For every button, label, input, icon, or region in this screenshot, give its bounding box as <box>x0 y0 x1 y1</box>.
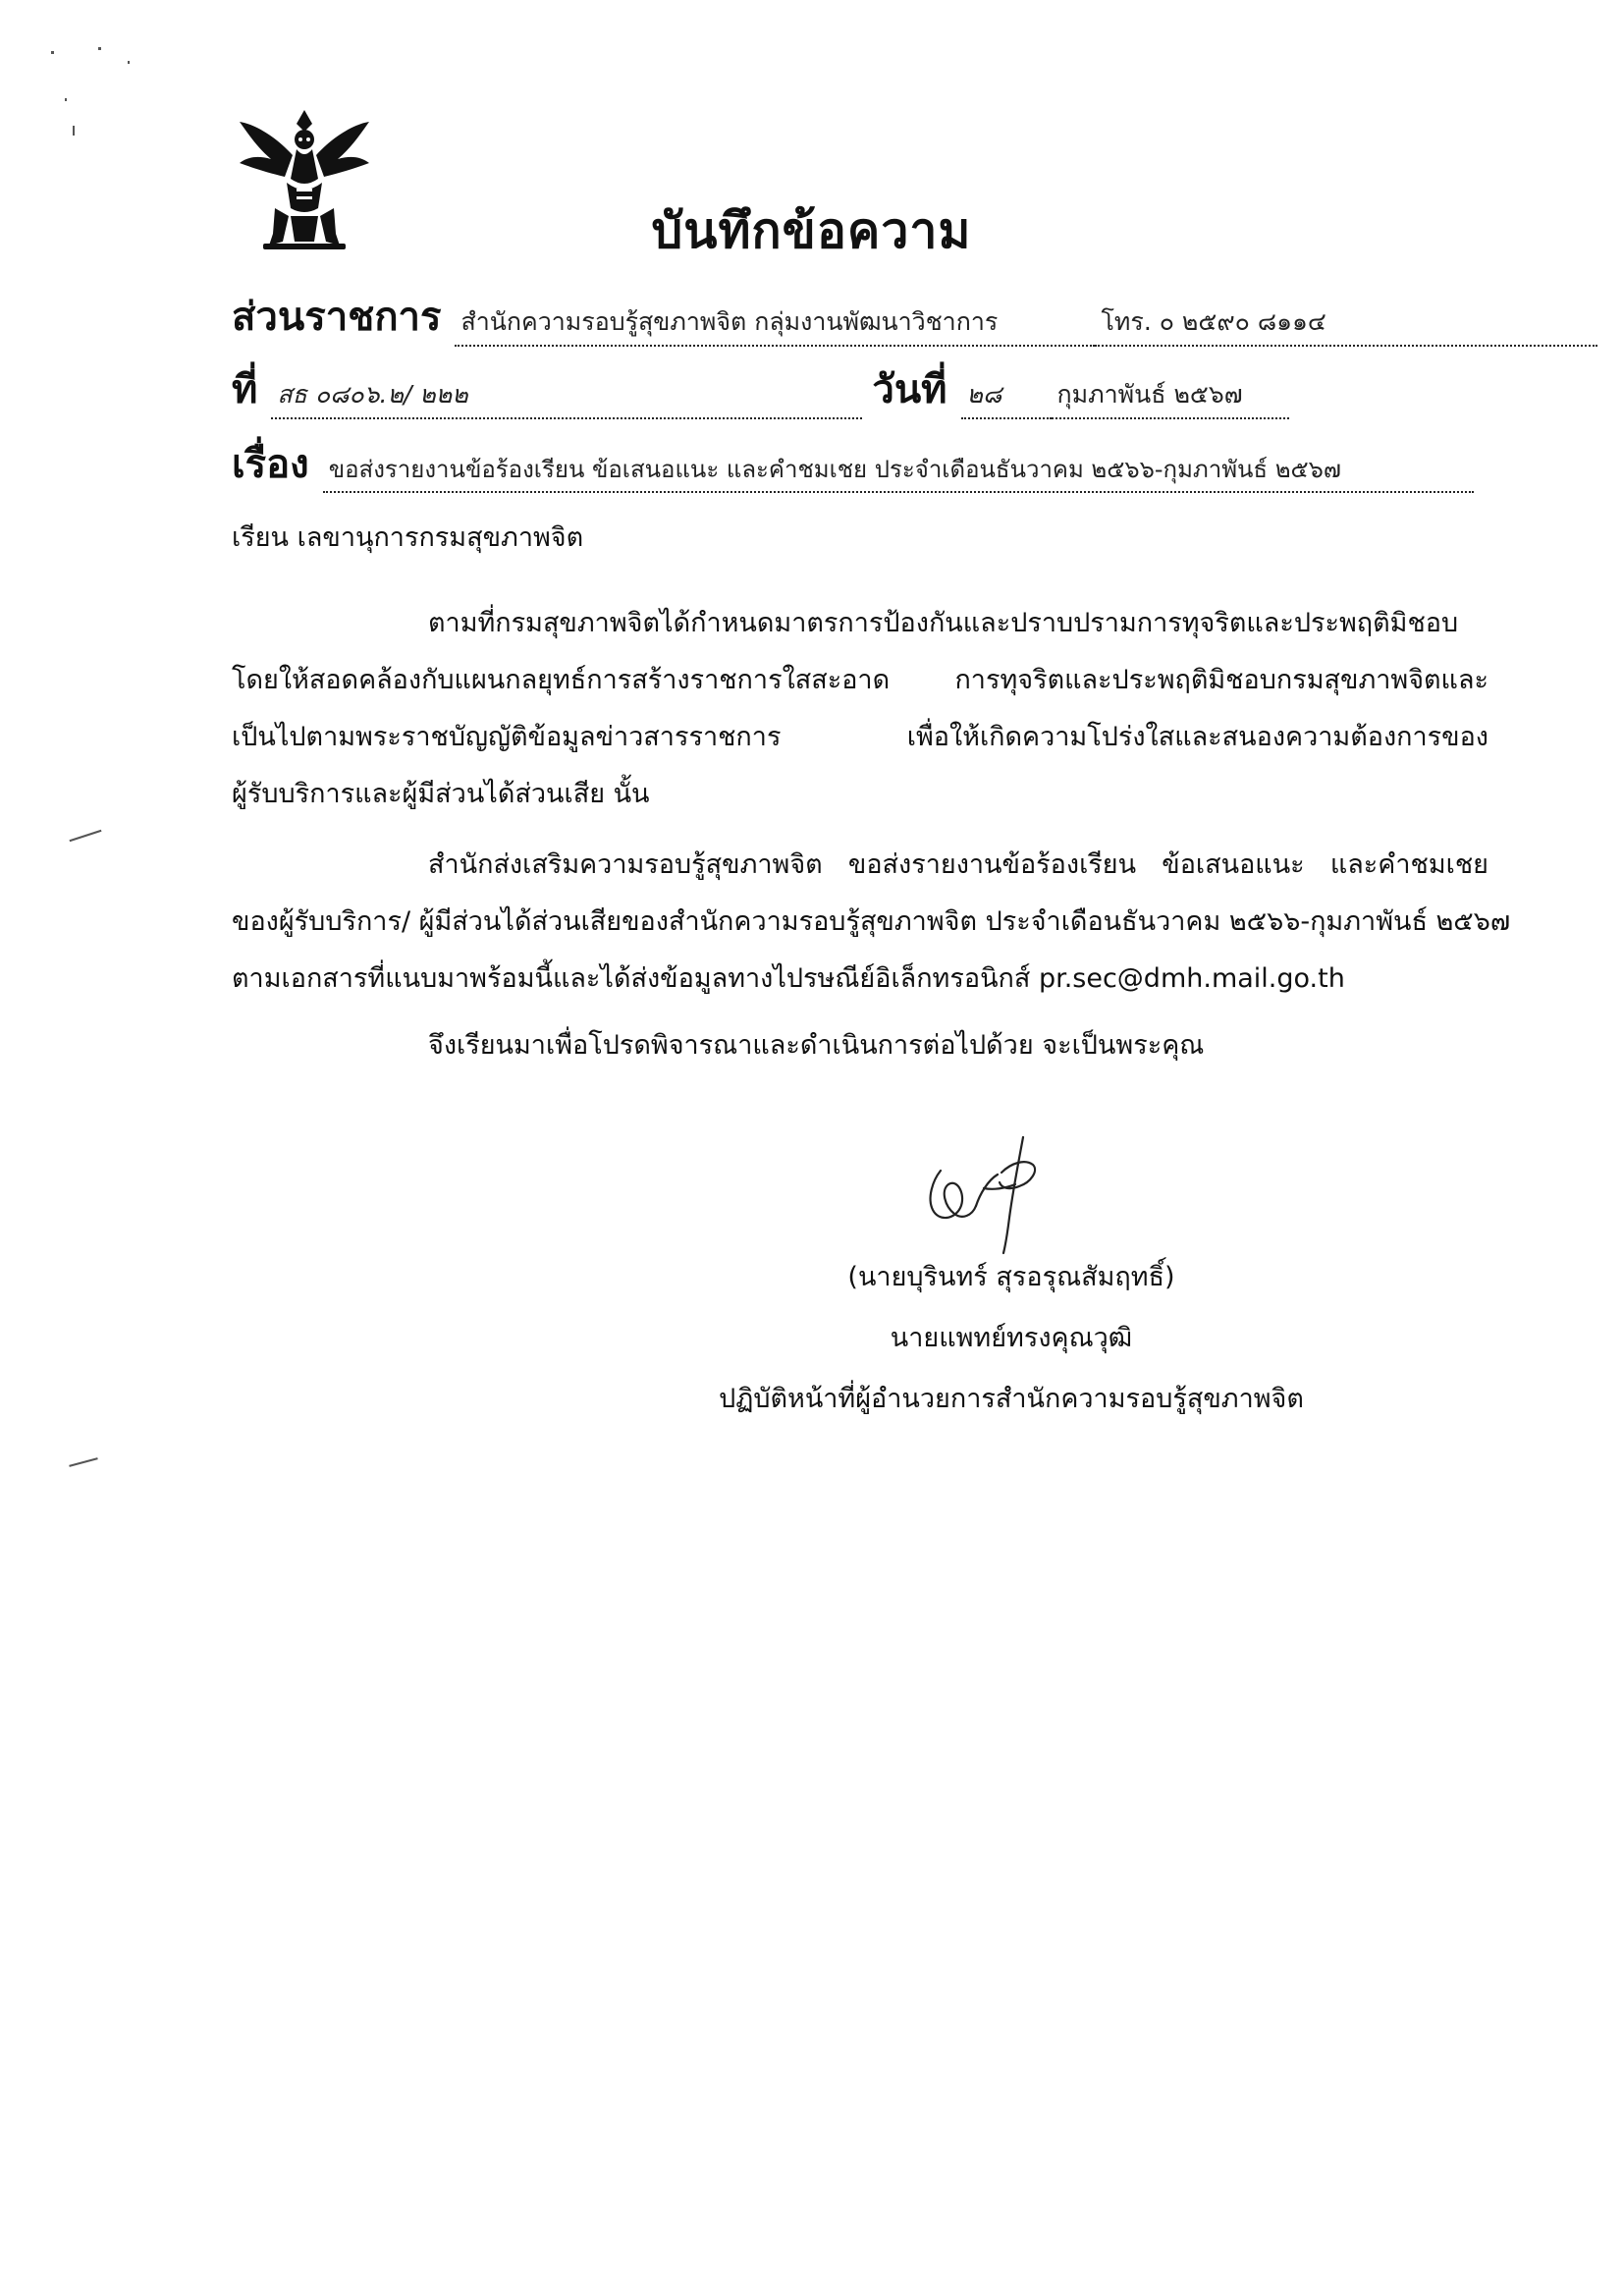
paragraph-1-line: โดยให้สอดคล้องกับแผนกลยุทธ์การสร้างราชการใสสะอาด การทุจริตและประพฤติมิชอบกรมสุขภาพจิตและ <box>232 665 1488 695</box>
paragraph-2-line: ของผู้รับบริการ/ ผู้มีส่วนได้ส่วนเสียของสำนักความรอบรู้สุขภาพจิต ประจำเดือนธันวาคม ๒๕๖๖-กุมภาพันธ์ ๒๕๖๗ <box>232 906 1511 937</box>
scan-speck <box>98 47 101 50</box>
handwritten-signature-icon <box>903 1129 1070 1257</box>
paragraph-2-line: สำนักส่งเสริมความรอบรู้สุขภาพจิต ขอส่งรายงานข้อร้องเรียน ข้อเสนอแนะ และคำชมเชย <box>428 849 1488 880</box>
paragraph-1-line: ผู้รับบริการและผู้มีส่วนได้ส่วนเสีย นั้น <box>232 779 650 809</box>
ref-value: สธ ๐๘๐๖.๒/ ๒๒๒ <box>271 375 862 419</box>
ref-date-row <box>232 357 1289 420</box>
division-row <box>232 285 1597 348</box>
memo-title: บันทึกข้อความ <box>651 202 972 259</box>
phone-value: โทร. ๐ ๒๕๙๐ ๘๑๑๔ <box>1095 302 1597 347</box>
signatory-acting-role: ปฏิบัติหน้าที่ผู้อำนวยการสำนักความรอบรู้สุขภาพจิต <box>719 1384 1304 1414</box>
paragraph-1-line: เป็นไปตามพระราชบัญญัติข้อมูลข่าวสารราชการ เพื่อให้เกิดความโปร่งใสและสนองความต้องการของ <box>232 722 1488 752</box>
paragraph-1 <box>232 595 1488 823</box>
scan-speck <box>65 98 67 101</box>
date-month-year: กุมภาพันธ์ ๒๕๖๗ <box>1052 375 1289 419</box>
salutation: เรียน เลขานุการกรมสุขภาพจิต <box>232 522 584 553</box>
paragraph-2-line: ตามเอกสารที่แนบมาพร้อมนี้และได้ส่งข้อมูลทางไปรษณีย์อิเล็กทรอนิกส์ pr.sec@dmh.mail.go.th <box>232 963 1345 994</box>
signatory-name: (นายบุรินทร์ สุรอรุณสัมฤทธิ์) <box>847 1262 1175 1292</box>
paragraph-1-line: ตามที่กรมสุขภาพจิตได้กำหนดมาตรการป้องกันและปราบปรามการทุจริตและประพฤติมิชอบ <box>428 608 1459 638</box>
subject-row <box>232 432 1474 495</box>
signatory-position: นายแพทย์ทรงคุณวุฒิ <box>890 1323 1133 1353</box>
division-value: สำนักความรอบรู้สุขภาพจิต กลุ่มงานพัฒนาวิชาการ <box>455 302 1095 347</box>
division-label: ส่วนราชการ <box>232 295 442 340</box>
ref-label: ที่ <box>232 367 258 412</box>
scan-speck <box>51 51 54 54</box>
closing-line: จึงเรียนมาเพื่อโปรดพิจารณาและดำเนินการต่อไปด้วย จะเป็นพระคุณ <box>428 1030 1205 1061</box>
scan-mark <box>69 1457 97 1467</box>
subject-value: ขอส่งรายงานข้อร้องเรียน ข้อเสนอแนะ และคำชมเชย ประจำเดือนธันวาคม ๒๕๖๖-กุมภาพันธ์ ๒๕๖๗ <box>323 450 1474 493</box>
scan-speck <box>73 126 75 136</box>
paragraph-2 <box>232 837 1511 1008</box>
subject-label: เรื่อง <box>232 442 309 487</box>
date-label: วันที่ <box>872 367 947 412</box>
date-day: ๒๘ <box>961 375 1052 419</box>
scan-mark <box>70 830 102 842</box>
scan-speck <box>128 61 130 64</box>
